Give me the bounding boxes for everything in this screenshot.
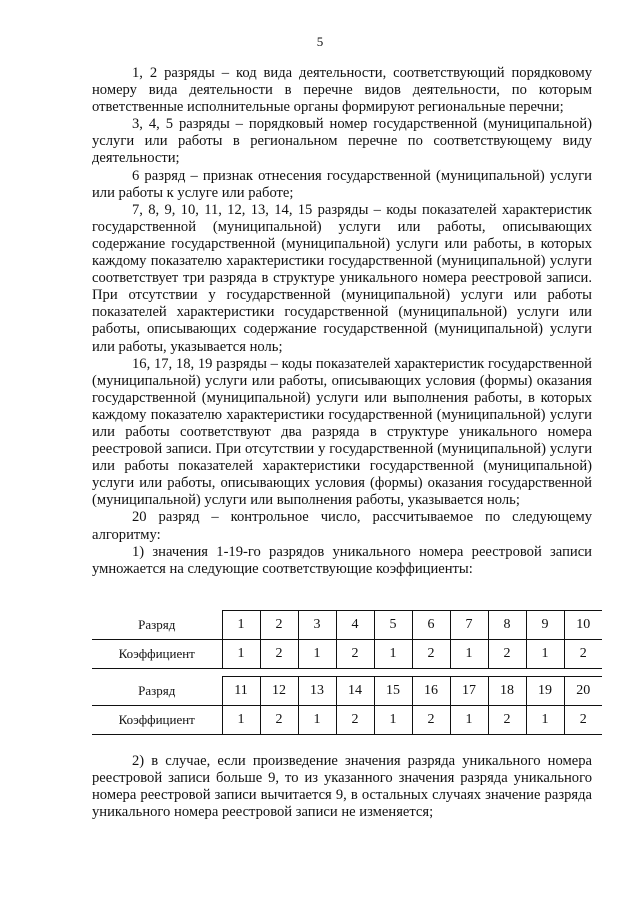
- table-row-coefficient: [92, 706, 602, 735]
- table-cell: 1: [298, 640, 336, 669]
- coefficient-table-1: [92, 610, 602, 669]
- table-cell: 16: [412, 677, 450, 706]
- table-cell: 8: [488, 611, 526, 640]
- table-cell: 2: [488, 640, 526, 669]
- paragraph-digit-6: 6 разряд – признак отнесения государственной (муниципальной) услуги или работы к услуге или работе;: [92, 167, 592, 201]
- body-text: [92, 65, 592, 578]
- table-cell: 2: [336, 640, 374, 669]
- table-cell: 1: [450, 706, 488, 735]
- table-cell: 19: [526, 677, 564, 706]
- table-cell: 2: [412, 706, 450, 735]
- paragraph-digits-3-5: 3, 4, 5 разряды – порядковый номер государственной (муниципальной) услуги или работы в региональном перечне по соответствующему виду деятельности;: [92, 116, 592, 167]
- table-cell: 2: [336, 706, 374, 735]
- paragraph-digits-16-19: 16, 17, 18, 19 разряды – коды показателей характеристик государственной (муниципальной) услуги или работы, описывающих условия (формы) оказания государственной (муниципальной) услуги или выполнения работы, в которых каждому показателю характеристики государственной (муниципальной) услуги или работы соответствуют два разряда в структуре уникального номера реестровой записи. При отсутствии у государственной (муниципальной) услуги или работы показателей характеристики государственной (муниципальной) услуги или работы, описывающих условия (формы) оказания государственной (муниципальной) услуги или выполнения работы, указывается ноль;: [92, 355, 592, 509]
- table-cell: 3: [298, 611, 336, 640]
- table-cell: 20: [564, 677, 602, 706]
- table-row-digit: [92, 677, 602, 706]
- row-label: Разряд: [92, 677, 222, 706]
- table-row-digit: [92, 611, 602, 640]
- table-cell: 1: [374, 706, 412, 735]
- table-cell: 6: [412, 611, 450, 640]
- table-cell: 7: [450, 611, 488, 640]
- row-label: Коэффициент: [92, 706, 222, 735]
- table-cell: 5: [374, 611, 412, 640]
- after-table-text: [92, 753, 592, 821]
- table-cell: 4: [336, 611, 374, 640]
- table-cell: 1: [222, 611, 260, 640]
- table-cell: 2: [260, 611, 298, 640]
- paragraph-digit-20: 20 разряд – контрольное число, рассчитываемое по следующему алгоритму:: [92, 509, 592, 543]
- table-cell: 2: [260, 640, 298, 669]
- table-cell: 2: [260, 706, 298, 735]
- coefficient-table-2: [92, 676, 602, 735]
- table-cell: 1: [526, 640, 564, 669]
- table-cell: 18: [488, 677, 526, 706]
- table-cell: 15: [374, 677, 412, 706]
- paragraph-digits-7-15: 7, 8, 9, 10, 11, 12, 13, 14, 15 разряды – коды показателей характеристик государственной (муниципальной) услуги или работы, описывающих содержание государственной (муниципальной) услуги или работы, в которых каждому показателю характеристики государственной (муниципальной) услуги соответствует три разряда в структуре уникального номера реестровой записи. При отсутствии у государственной (муниципальной) услуги или работы показателей характеристики государственной (муниципальной) услуги или работы, описывающих содержание государственной (муниципальной) услуги или работы, указывается ноль;: [92, 201, 592, 355]
- table-cell: 1: [222, 706, 260, 735]
- table-cell: 11: [222, 677, 260, 706]
- table-cell: 2: [488, 706, 526, 735]
- table-cell: 1: [374, 640, 412, 669]
- page-number: 5: [316, 34, 324, 49]
- table-cell: 1: [450, 640, 488, 669]
- table-cell: 12: [260, 677, 298, 706]
- paragraph-digits-1-2: 1, 2 разряды – код вида деятельности, соответствующий порядковому номеру вида деятельности в перечне видов деятельности, по которым ответственные исполнительные органы формируют региональные перечни;: [92, 65, 592, 116]
- table-row-coefficient: [92, 640, 602, 669]
- table-cell: 9: [526, 611, 564, 640]
- table-cell: 2: [564, 640, 602, 669]
- table-cell: 2: [412, 640, 450, 669]
- table-cell: 1: [298, 706, 336, 735]
- table-cell: 1: [222, 640, 260, 669]
- row-label: Коэффициент: [92, 640, 222, 669]
- table-cell: 1: [526, 706, 564, 735]
- table-cell: 13: [298, 677, 336, 706]
- table-cell: 2: [564, 706, 602, 735]
- paragraph-step-1: 1) значения 1-19-го разрядов уникального номера реестровой записи умножается на следующие соответствующие коэффициенты:: [92, 543, 592, 577]
- table-cell: 17: [450, 677, 488, 706]
- row-label: Разряд: [92, 611, 222, 640]
- table-cell: 10: [564, 611, 602, 640]
- paragraph-step-2: 2) в случае, если произведение значения разряда уникального номера реестровой записи больше 9, то из указанного значения разряда уникального номера реестровой записи вычитается 9, в остальных случаях значение разряда уникального номера реестровой записи не изменяется;: [92, 753, 592, 821]
- table-cell: 14: [336, 677, 374, 706]
